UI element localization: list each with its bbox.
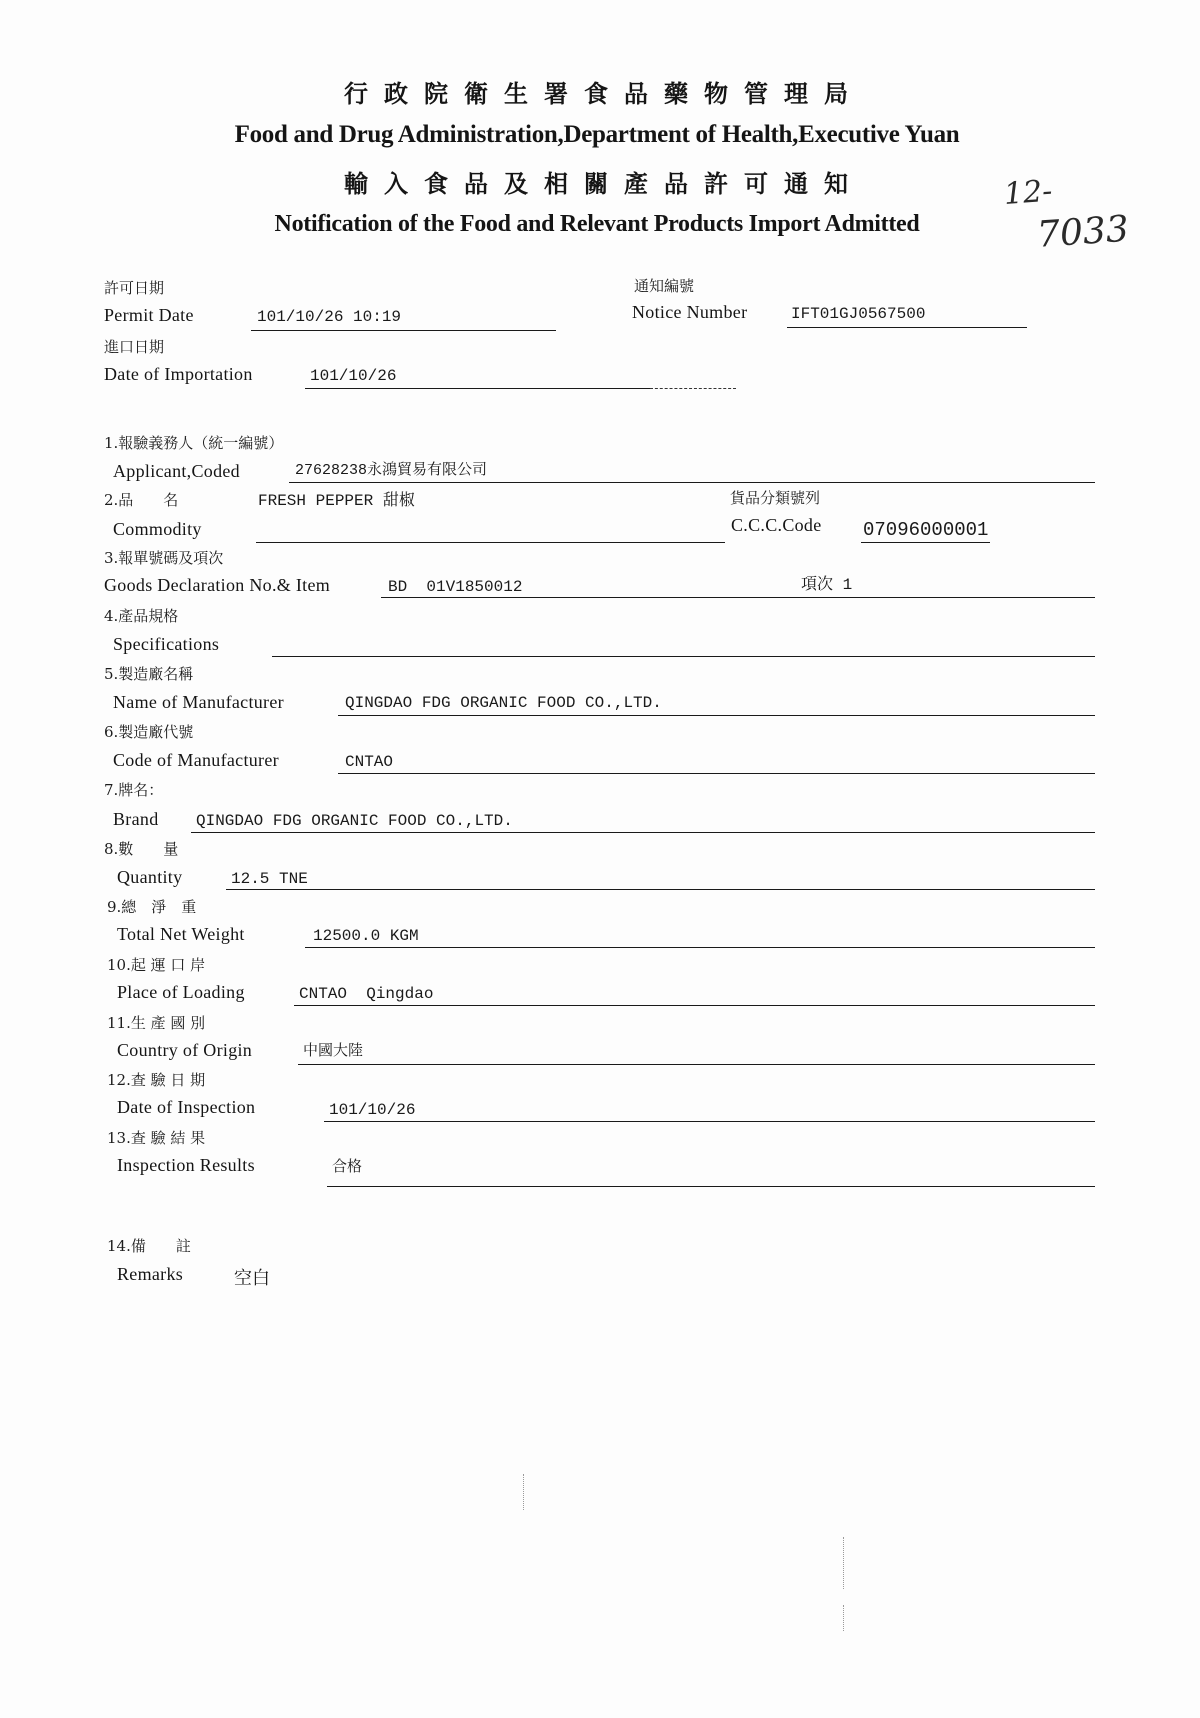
inspection-results-label-zh: 13.查 驗 結 果 — [107, 1129, 206, 1147]
scan-artifact-dots — [843, 1605, 844, 1631]
permit-date-value: 101/10/26 10:19 — [257, 308, 402, 326]
handwritten-note-line2: 7033 — [1035, 208, 1131, 256]
manufacturer-name-value: QINGDAO FDG ORGANIC FOOD CO.,LTD. — [345, 694, 662, 712]
origin-country-label-zh: 11.生 產 國 別 — [107, 1014, 206, 1032]
ccc-code-underline — [861, 542, 990, 543]
manufacturer-name-label-en: Name of Manufacturer — [113, 692, 284, 712]
manufacturer-name-underline — [338, 715, 1095, 716]
inspection-results-label-en: Inspection Results — [117, 1155, 255, 1175]
quantity-label-en: Quantity — [117, 867, 183, 887]
applicant-value: 27628238永鴻貿易有限公司 — [295, 462, 488, 479]
declaration-label-zh: 3.報單號碼及項次 — [104, 549, 224, 567]
ccc-code-label-zh: 貨品分類號列 — [730, 489, 821, 507]
manufacturer-code-label-zh: 6.製造廠代號 — [104, 723, 194, 741]
notice-title-en: Notification of the Food and Relevant Products Import Admitted — [274, 211, 920, 237]
importation-date-underline — [305, 388, 650, 389]
remarks-label-en: Remarks — [117, 1264, 184, 1284]
origin-country-underline — [298, 1064, 1095, 1065]
inspection-date-label-en: Date of Inspection — [117, 1097, 256, 1117]
loading-place-value: CNTAO Qingdao — [299, 985, 434, 1003]
handwritten-note-line1: 12- — [1002, 173, 1054, 212]
notice-number-value: IFT01GJ0567500 — [791, 305, 926, 323]
scan-artifact-dots — [843, 1537, 844, 1589]
brand-label-zh: 7.牌名： — [104, 781, 164, 799]
inspection-results-underline — [327, 1186, 1095, 1187]
importation-date-value: 101/10/26 — [310, 367, 397, 385]
net-weight-label-en: Total Net Weight — [117, 924, 245, 944]
agency-title-en: Food and Drug Administration,Department of Health,Executive Yuan — [234, 121, 960, 148]
agency-title-zh: 行政院衛生署食品藥物管理局 — [344, 79, 864, 108]
applicant-label-zh: 1.報驗義務人（統一編號） — [104, 434, 284, 452]
brand-value: QINGDAO FDG ORGANIC FOOD CO.,LTD. — [196, 812, 513, 830]
quantity-value: 12.5 TNE — [231, 870, 308, 888]
quantity-underline — [226, 889, 1095, 890]
specifications-label-zh: 4.產品規格 — [104, 607, 179, 625]
manufacturer-code-value: CNTAO — [345, 753, 394, 771]
scan-artifact-dots — [523, 1474, 524, 1510]
declaration-value: BD 01V1850012 — [388, 578, 523, 596]
notice-title-zh: 輸入食品及相關產品許可通知 — [344, 169, 864, 198]
applicant-label-en: Applicant,Coded — [113, 461, 240, 481]
importation-date-underline-dashed — [650, 388, 736, 389]
notice-number-label-zh: 通知編號 — [634, 277, 695, 295]
loading-place-label-en: Place of Loading — [117, 982, 245, 1002]
net-weight-value: 12500.0 KGM — [313, 927, 419, 945]
commodity-underline — [256, 542, 725, 543]
notice-number-label-en: Notice Number — [632, 302, 748, 322]
specifications-label-en: Specifications — [113, 634, 220, 654]
manufacturer-code-underline — [338, 773, 1095, 774]
declaration-underline — [381, 597, 1095, 598]
net-weight-underline — [305, 947, 1095, 948]
inspection-date-label-zh: 12.查 驗 日 期 — [107, 1071, 206, 1089]
origin-country-value: 中國大陸 — [303, 1043, 364, 1060]
loading-place-underline — [294, 1005, 1095, 1006]
declaration-label-en: Goods Declaration No.& Item — [104, 575, 331, 595]
notice-number-underline — [787, 327, 1027, 328]
inspection-date-value: 101/10/26 — [329, 1101, 416, 1119]
declaration-item-value: 項次 1 — [801, 576, 853, 594]
loading-place-label-zh: 10.起 運 口 岸 — [107, 956, 206, 974]
permit-date-label-zh: 許可日期 — [104, 279, 165, 297]
remarks-label-zh: 14.備 註 — [107, 1237, 191, 1255]
importation-date-label-en: Date of Importation — [104, 364, 253, 384]
manufacturer-code-label-en: Code of Manufacturer — [113, 750, 279, 770]
inspection-date-underline — [324, 1121, 1095, 1122]
brand-underline — [191, 832, 1095, 833]
permit-date-label-en: Permit Date — [104, 305, 194, 325]
inspection-results-value: 合格 — [332, 1159, 363, 1176]
ccc-code-label-en: C.C.C.Code — [731, 515, 822, 535]
remarks-value: 空白 — [234, 1268, 270, 1289]
manufacturer-name-label-zh: 5.製造廠名稱 — [104, 665, 194, 683]
specifications-underline — [272, 656, 1095, 657]
applicant-underline — [289, 482, 1095, 483]
importation-date-label-zh: 進口日期 — [104, 338, 165, 356]
permit-date-underline — [251, 330, 556, 331]
commodity-value: FRESH PEPPER 甜椒 — [258, 492, 415, 510]
net-weight-label-zh: 9.總 淨 重 — [107, 898, 197, 916]
ccc-code-value: 07096000001 — [863, 519, 989, 541]
commodity-label-zh: 2.品 名 — [104, 491, 179, 509]
commodity-label-en: Commodity — [113, 519, 202, 539]
brand-label-en: Brand — [113, 809, 159, 829]
quantity-label-zh: 8.數 量 — [104, 840, 179, 858]
origin-country-label-en: Country of Origin — [117, 1040, 253, 1060]
